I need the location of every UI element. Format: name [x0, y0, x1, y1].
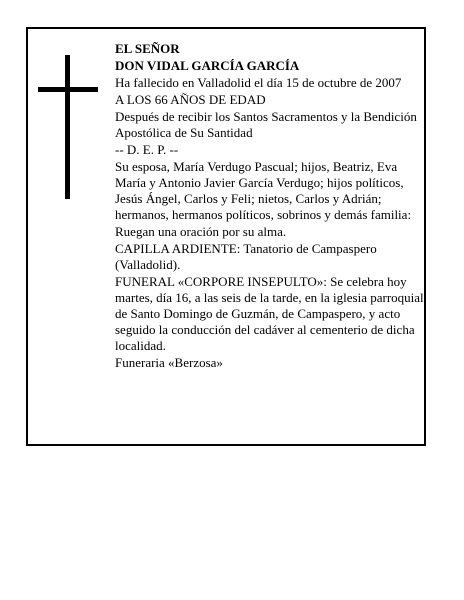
funeral-info: FUNERAL «CORPORE INSEPULTO»: Se celebra hoy martes, día 16, a las seis de la tarde, en la iglesia parroquial de Santo Domingo de Guzmán, de Campaspero, y acto seguido la conducción del cadáver al cementerio de dicha localidad.: [115, 274, 424, 353]
chapel-info: CAPILLA ARDIENTE: Tanatorio de Campaspero (Valladolid).: [115, 241, 377, 272]
family-list: Su esposa, María Verdugo Pascual; hijos, Beatriz, Eva María y Antonio Javier García Verdugo; hijos políticos, Jesús Ángel, Carlos y Feli; nietos, Carlos y Adrián; hermanos, hermanos políticos, sobrinos y demás familia:: [115, 159, 412, 222]
deceased-name: DON VIDAL GARCÍA GARCÍA: [115, 58, 300, 73]
age-statement: A LOS 66 AÑOS DE EDAD: [115, 92, 266, 107]
title-line-1: EL SEÑOR: [115, 41, 180, 56]
sacraments-statement: Después de recibir los Santos Sacramentos y la Bendición Apostólica de Su Santidad: [115, 109, 417, 140]
prayer-request: Ruegan una oración por su alma.: [115, 224, 287, 239]
death-statement: Ha fallecido en Valladolid el día 15 de octubre de 2007: [115, 75, 402, 90]
cross-icon: [38, 55, 98, 199]
notice-text: [115, 41, 425, 372]
funeral-home: Funeraria «Berzosa»: [115, 355, 223, 370]
obituary-notice: [26, 27, 426, 446]
cross-vertical-bar: [65, 55, 70, 199]
rest-in-peace: -- D. E. P. --: [115, 142, 179, 157]
cross-horizontal-bar: [38, 87, 98, 92]
